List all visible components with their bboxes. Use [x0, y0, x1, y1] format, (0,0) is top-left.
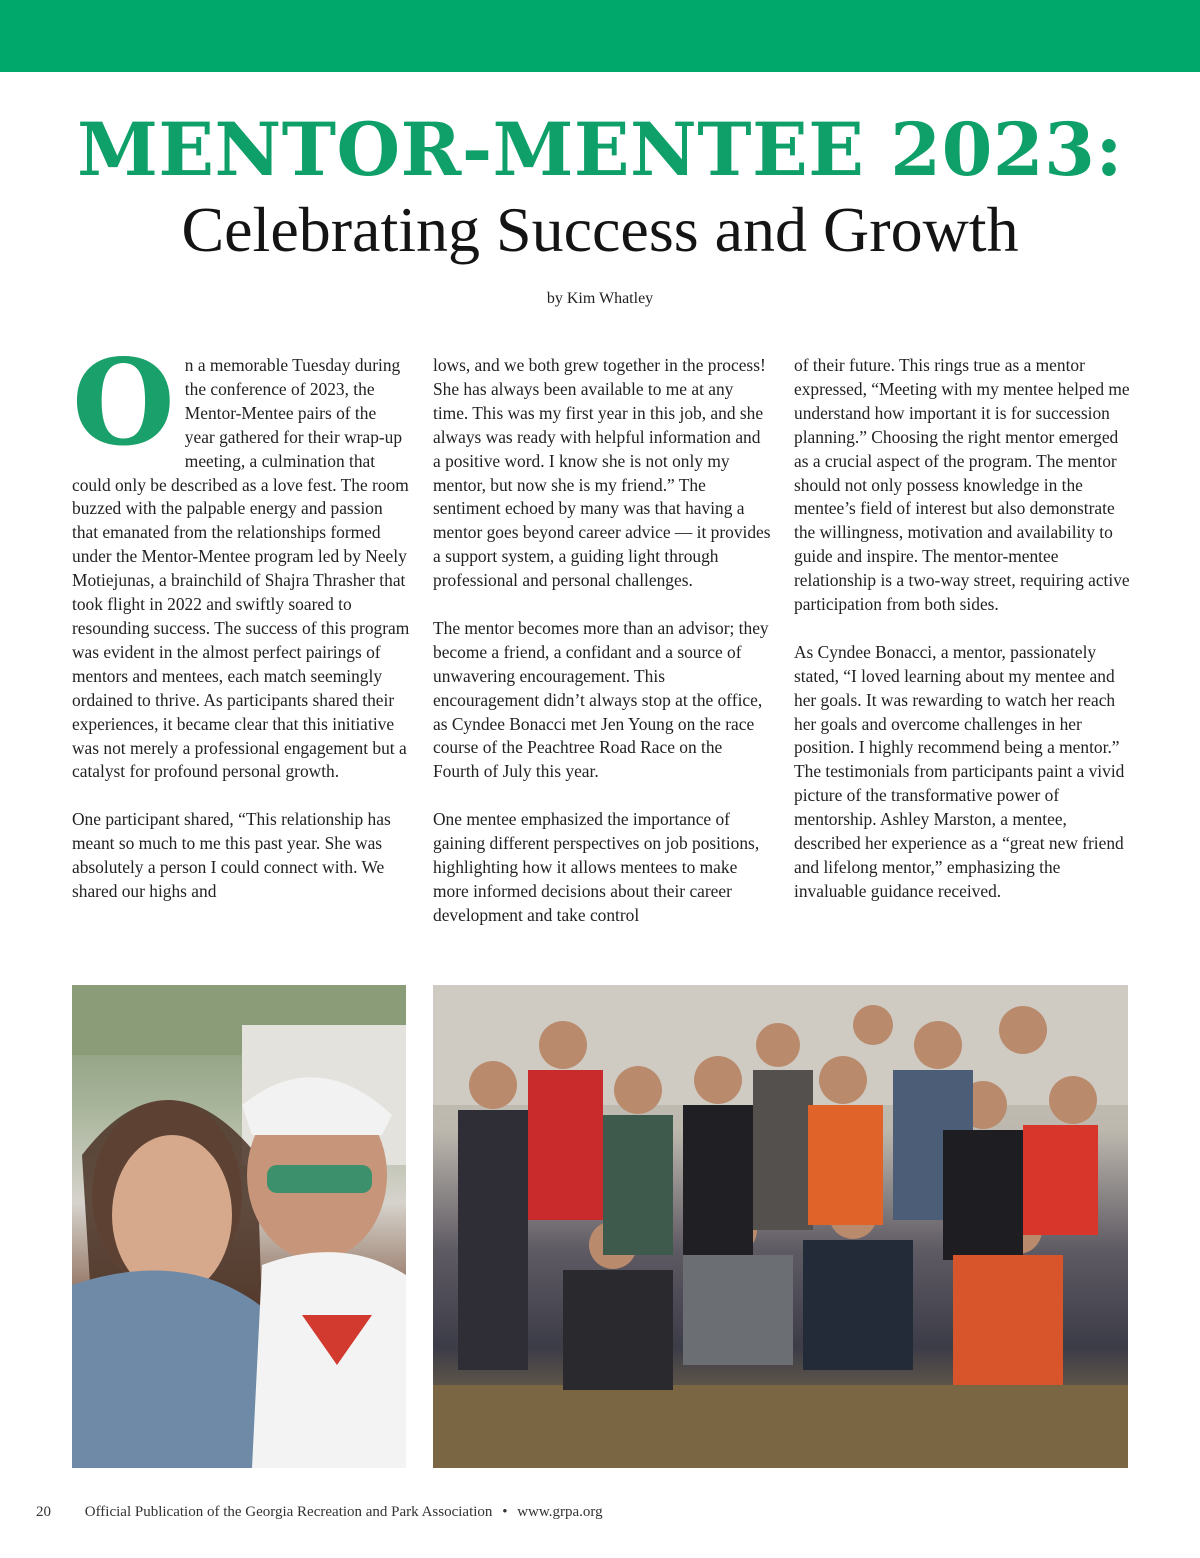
page-footer [36, 1504, 603, 1521]
article-headline: MENTOR-MENTEE 2023: [77, 107, 1123, 193]
text-column-3 [794, 354, 1132, 904]
paragraph: As Cyndee Bonacci, a mentor, passionately stated, “I loved learning about my mentee and her goals. It was rewarding to watch her reach her goals and overcome challenges in her position. I highly recommend being a mentor.” The testimonials from participants paint a vivid picture of the transformative power of mentorship. Ashley Marston, a mentee, described her experience as a “great new friend and lifelong mentor,” emphasizing the invaluable guidance received. [794, 641, 1125, 901]
text-column-1 [72, 333, 410, 904]
header-color-bar [0, 0, 1200, 72]
paragraph: One participant shared, “This relationship has meant so much to me this past year. She was absolutely a person I could connect with. We shared our highs and [72, 809, 391, 901]
publication-name: Official Publication of the Georgia Recreation and Park Association [84, 1504, 493, 1520]
text-column-2 [433, 354, 771, 928]
page-number: 20 [36, 1504, 51, 1520]
website-link[interactable]: www.grpa.org [517, 1504, 603, 1520]
paragraph: lows, and we both grew together in the process! She has always been available to me at any time. This was my first year in this job, and she always was ready with helpful information and a positive word. I know she is not only my mentor, but now she is my friend.” The sentiment echoed by many was that having a mentor goes beyond career advice — it provides a support system, a guiding light through professional and personal challenges. [433, 355, 771, 591]
group-photo [433, 985, 1128, 1468]
paragraph [72, 333, 410, 784]
paragraph-text: n a memorable Tuesday during the conference of 2023, the Mentor-Mentee pairs of the year gathered for their wrap-up meeting, a culmination that could only be described as a love fest. The room buzzed with the palpable energy and passion that emanated from the relationships formed under the Mentor-Mentee program led by Neely Motiejunas, a brainchild of Shajra Thrasher that took flight in 2022 and swiftly soared to resounding success. The success of this program was evident in the almost perfect pairings of mentors and mentees, each match seemingly ordained to thrive. As participants shared their experiences, it became clear that this initiative was not merely a professional engagement but a catalyst for profound personal growth. [72, 355, 410, 782]
race-selfie-photo [72, 985, 406, 1468]
drop-cap: O [72, 333, 175, 472]
article-subheadline: Celebrating Success and Growth [181, 194, 1019, 265]
paragraph: of their future. This rings true as a mentor expressed, “Meeting with my mentee helped me understand how important it is for succession planning.” Choosing the right mentor emerged as a crucial aspect of the program. The mentor should not only possess knowledge in the mentee’s field of interest but also demonstrate the willingness, motivation and availability to guide and inspire. The mentor-mentee relationship is a two-way street, requiring active participation from both sides. [794, 355, 1130, 615]
footer-separator: • [502, 1504, 508, 1520]
paragraph: The mentor becomes more than an advisor; they become a friend, a confidant and a source of unwavering encouragement. This encouragement didn’t always stop at the office, as Cyndee Bonacci met Jen Young on the race course of the Peachtree Road Race on the Fourth of July this year. [433, 617, 769, 782]
paragraph: One mentee emphasized the importance of gaining different perspectives on job positions, highlighting how it allows mentees to make more informed decisions about their career development and take control [433, 809, 760, 925]
byline: by Kim Whatley [546, 290, 654, 307]
